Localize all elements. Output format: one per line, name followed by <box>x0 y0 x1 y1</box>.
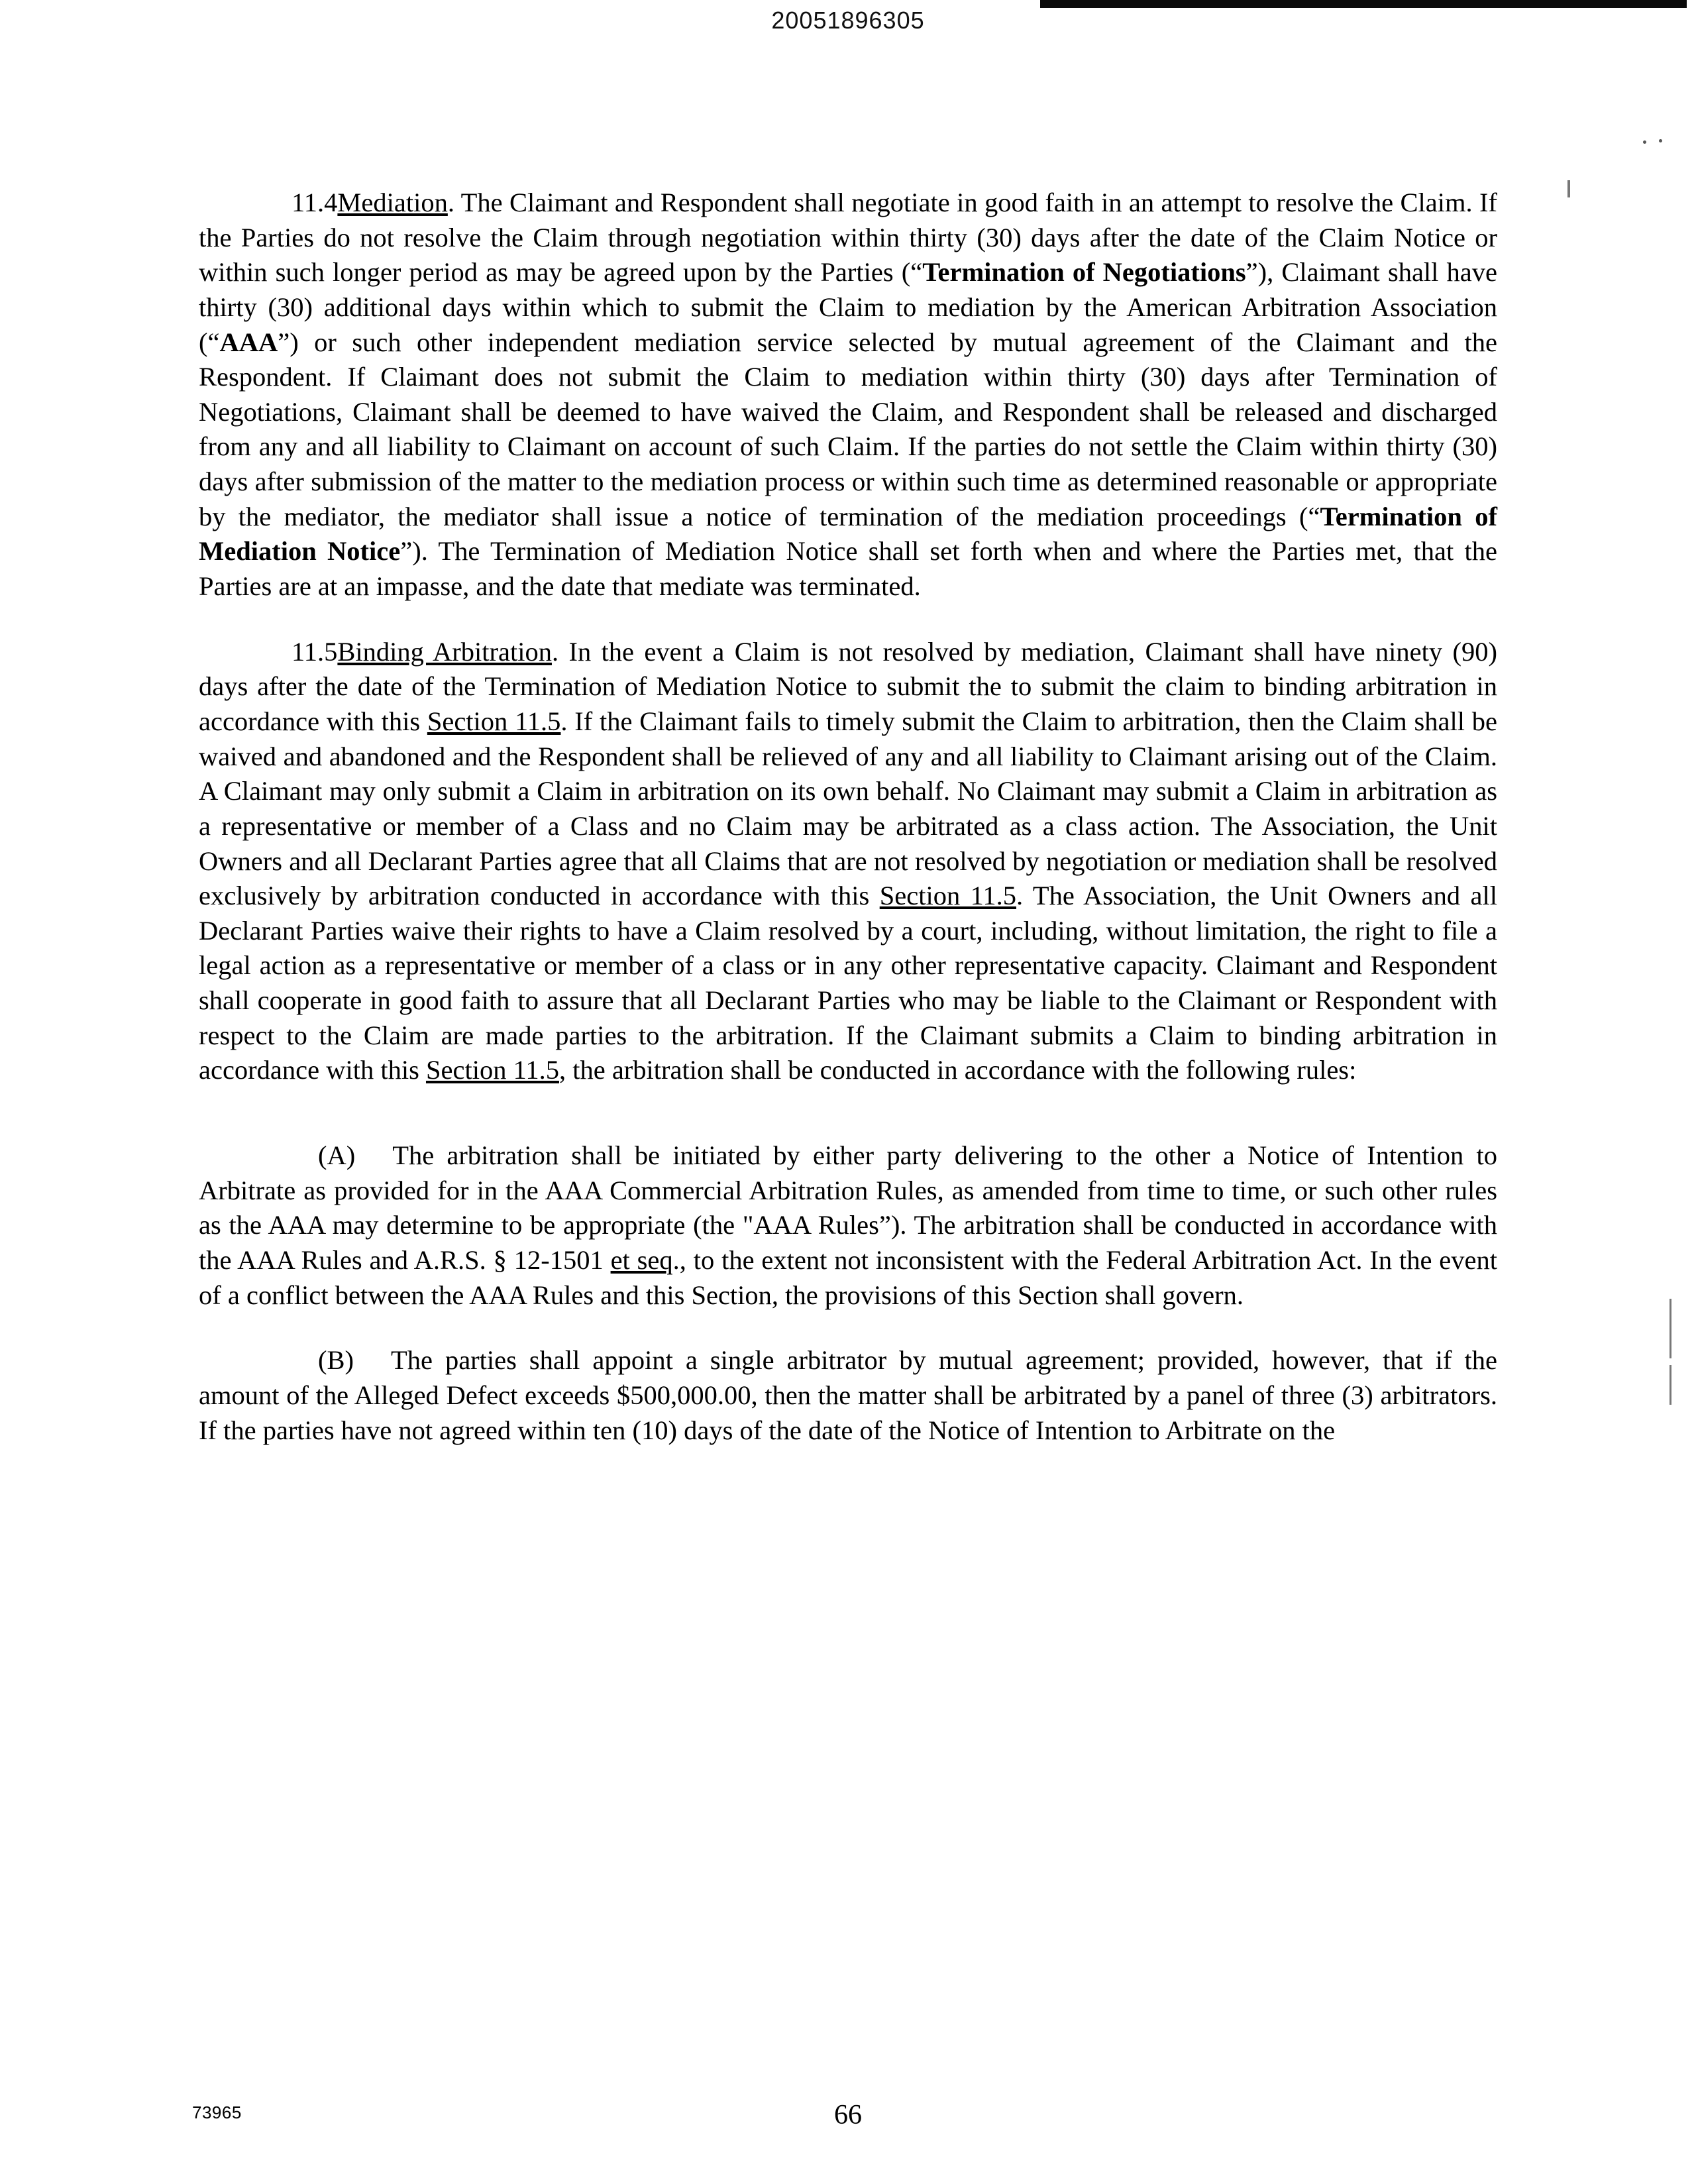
section-paragraph-11-4 <box>199 186 1497 604</box>
section-body-11-4: The Claimant and Respondent shall negotiate in good faith in an attempt to resolve the Claim. If the Parties do not resolve the Claim through negotiation within thirty (30) days after the date of the Claim Notice or within such longer period as may be agreed upon by the Parties (“Termination of Negotiations”), Claimant shall have thirty (30) additional days within which to submit the Claim to mediation by the American Arbitration Association (“AAA”) or such other independent mediation service selected by mutual agreement of the Claimant and the Respondent. If Claimant does not submit the Claim to mediation within thirty (30) days after Termination of Negotiations, Claimant shall be deemed to have waived the Claim, and Respondent shall be released and discharged from any and all liability to Claimant on account of such Claim. If the parties do not settle the Claim within thirty (30) days after submission of the matter to the mediation process or within such time as determined reasonable or appropriate by the mediator, the mediator shall issue a notice of termination of the mediation proceedings (“Termination of Mediation Notice”). The Termination of Mediation Notice shall set forth when and where the Parties met, that the Parties are at an impasse, and the date that mediate was terminated. <box>199 188 1497 602</box>
margin-mark <box>1670 1299 1671 1358</box>
subsection-label: (B) <box>318 1345 354 1376</box>
spacer <box>199 1119 1497 1138</box>
margin-mark <box>1567 180 1570 197</box>
section-number: 11.4 <box>292 188 338 217</box>
subsection-body-a: The arbitration shall be initiated by either party delivering to the other a Notice of Intention to Arbitrate as provided for in the AAA Commercial Arbitration Rules, as amended from time to time, or such other rules as the AAA may determine to be appropriate (the "AAA Rules”). The arbitration shall be conducted in accordance with the AAA Rules and A.R.S. § 12-1501 et seq., to the extent not inconsistent with the Federal Arbitration Act. In the event of a conflict between the AAA Rules and this Section, the provisions of this Section shall govern. <box>199 1140 1497 1310</box>
section-heading: Mediation <box>337 188 448 217</box>
margin-mark <box>1670 1365 1671 1405</box>
scan-edge <box>1687 0 1696 2184</box>
section-body-11-5: In the event a Claim is not resolved by mediation, Claimant shall have ninety (90) days after the date of the Termination of Mediation Notice to submit the to submit the claim to binding arbitration in accordance with this Section 11.5. If the Claimant fails to timely submit the Claim to arbitration, then the Claim shall be waived and abandoned and the Respondent shall be relieved of any and all liability to Claimant arising out of the Claim. A Claimant may only submit a Claim in arbitration on its own behalf. No Claimant may submit a Claim in arbitration as a representative or member of a Class and no Claim may be arbitrated as a class action. The Association, the Unit Owners and all Declarant Parties agree that all Claims that are not resolved by negotiation or mediation shall be resolved exclusively by arbitration conducted in accordance with this Section 11.5. The Association, the Unit Owners and all Declarant Parties waive their rights to have a Claim resolved by a court, including, without limitation, the right to file a legal action as a representative or member of a class or in any other representative capacity. Claimant and Respondent shall cooperate in good faith to assure that all Declarant Parties who may be liable to the Claimant or Respondent with respect to the Claim are made parties to the arbitration. If the Claimant submits a Claim to binding arbitration in accordance with this Section 11.5, the arbitration shall be conducted in accordance with the following rules: <box>199 636 1497 1085</box>
footer-page-number: 66 <box>834 2100 862 2130</box>
scan-speck <box>1659 139 1662 142</box>
period: . <box>551 636 559 667</box>
subsection-label: (A) <box>318 1140 356 1171</box>
document-body <box>199 186 1497 1478</box>
period: . <box>447 188 454 217</box>
recording-stamp: 20051896305 <box>771 7 925 34</box>
section-heading: Binding Arbitration <box>337 636 552 667</box>
subsection-paragraph-b <box>199 1343 1497 1448</box>
section-number: 11.5 <box>292 636 338 667</box>
subsection-body-b: The parties shall appoint a single arbitrator by mutual agreement; provided, however, that if the amount of the Alleged Defect exceeds $500,000.00, then the matter shall be arbitrated by a panel of three (3) arbitrators. If the parties have not agreed within ten (10) days of the date of the Notice of Intention to Arbitrate on the <box>199 1345 1497 1445</box>
scan-speck <box>1643 140 1646 144</box>
section-paragraph-11-5 <box>199 635 1497 1088</box>
subsection-paragraph-a <box>199 1138 1497 1313</box>
footer-document-code: 73965 <box>192 2102 242 2122</box>
